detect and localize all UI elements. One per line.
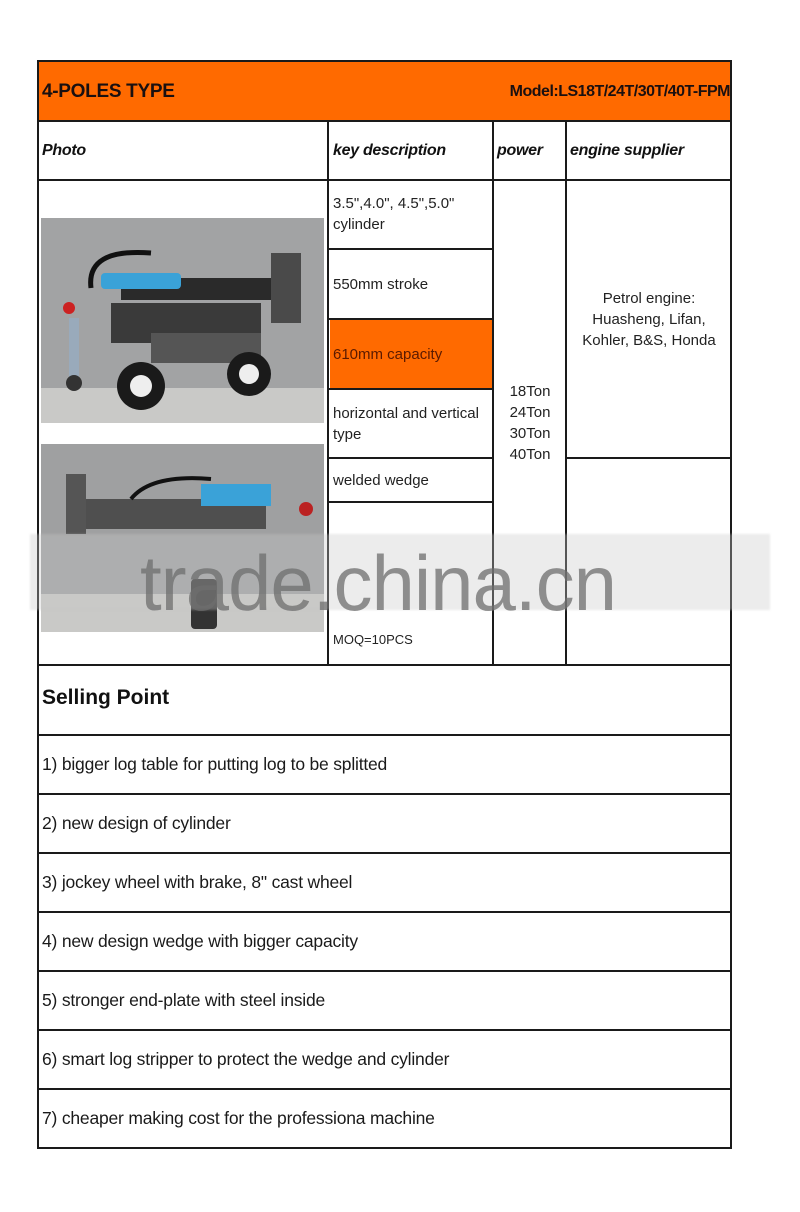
- key-desc-cylinder-line2: cylinder: [333, 216, 385, 233]
- power-30ton: 30Ton: [509, 425, 551, 442]
- power-40ton: 40Ton: [509, 446, 551, 463]
- engine-supplier-text: [568, 288, 730, 351]
- watermark-text: trade.china.cn: [140, 539, 616, 627]
- selling-point-item: 4) new design wedge with bigger capacity: [42, 931, 358, 951]
- column-header-key-description: key description: [333, 142, 446, 159]
- key-desc-stroke: 550mm stroke: [333, 276, 429, 293]
- table-divider: [328, 388, 494, 390]
- key-desc-type-line1: horizontal and vertical: [333, 405, 479, 422]
- table-divider: [38, 179, 732, 181]
- table-divider: [38, 852, 732, 854]
- key-desc-cylinder: [333, 193, 454, 235]
- key-desc-cylinder-line1: 3.5",4.0", 4.5",5.0": [333, 195, 455, 212]
- engine-supplier-line3: Kohler, B&S, Honda: [582, 332, 716, 349]
- key-desc-moq: MOQ=10PCS: [333, 632, 413, 647]
- model-number: Model:LS18T/24T/30T/40T-FPM: [509, 83, 730, 100]
- column-header-engine-supplier: engine supplier: [570, 142, 684, 159]
- power-values: [495, 381, 565, 465]
- selling-point-title: Selling Point: [42, 686, 170, 709]
- table-divider: [328, 318, 494, 320]
- product-photo-front: [41, 218, 324, 423]
- key-desc-wedge: welded wedge: [333, 472, 429, 489]
- selling-point-item: 3) jockey wheel with brake, 8" cast wheel: [42, 872, 353, 892]
- power-24ton: 24Ton: [509, 404, 551, 421]
- engine-supplier-line1: Petrol engine:: [602, 290, 696, 307]
- table-divider: [566, 457, 732, 459]
- table-divider: [38, 734, 732, 736]
- table-divider: [328, 248, 494, 250]
- table-divider: [38, 793, 732, 795]
- table-border-top: [38, 60, 732, 62]
- key-desc-capacity: 610mm capacity: [333, 346, 443, 363]
- table-divider: [38, 1029, 732, 1031]
- selling-point-item: 7) cheaper making cost for the professiona machine: [42, 1108, 435, 1128]
- table-divider: [38, 970, 732, 972]
- product-type-title: 4-POLES TYPE: [42, 81, 175, 102]
- key-desc-type: [333, 403, 479, 445]
- selling-point-item: 1) bigger log table for putting log to be splitted: [42, 754, 388, 774]
- table-divider: [38, 120, 732, 122]
- table-divider: [328, 501, 494, 503]
- table-divider: [38, 911, 732, 913]
- selling-point-item: 6) smart log stripper to protect the wedge and cylinder: [42, 1049, 450, 1069]
- power-18ton: 18Ton: [509, 383, 551, 400]
- column-header-power: power: [497, 142, 543, 159]
- key-desc-type-line2: type: [333, 426, 362, 443]
- engine-supplier-line2: Huasheng, Lifan,: [592, 311, 706, 328]
- table-divider: [38, 664, 732, 666]
- column-header-photo: Photo: [42, 142, 86, 159]
- selling-point-item: 5) stronger end-plate with steel inside: [42, 990, 326, 1010]
- log-splitter-illustration: [41, 218, 324, 423]
- table-divider: [38, 1088, 732, 1090]
- table-border-bottom: [38, 1147, 732, 1149]
- table-divider: [328, 457, 494, 459]
- selling-point-item: 2) new design of cylinder: [42, 813, 231, 833]
